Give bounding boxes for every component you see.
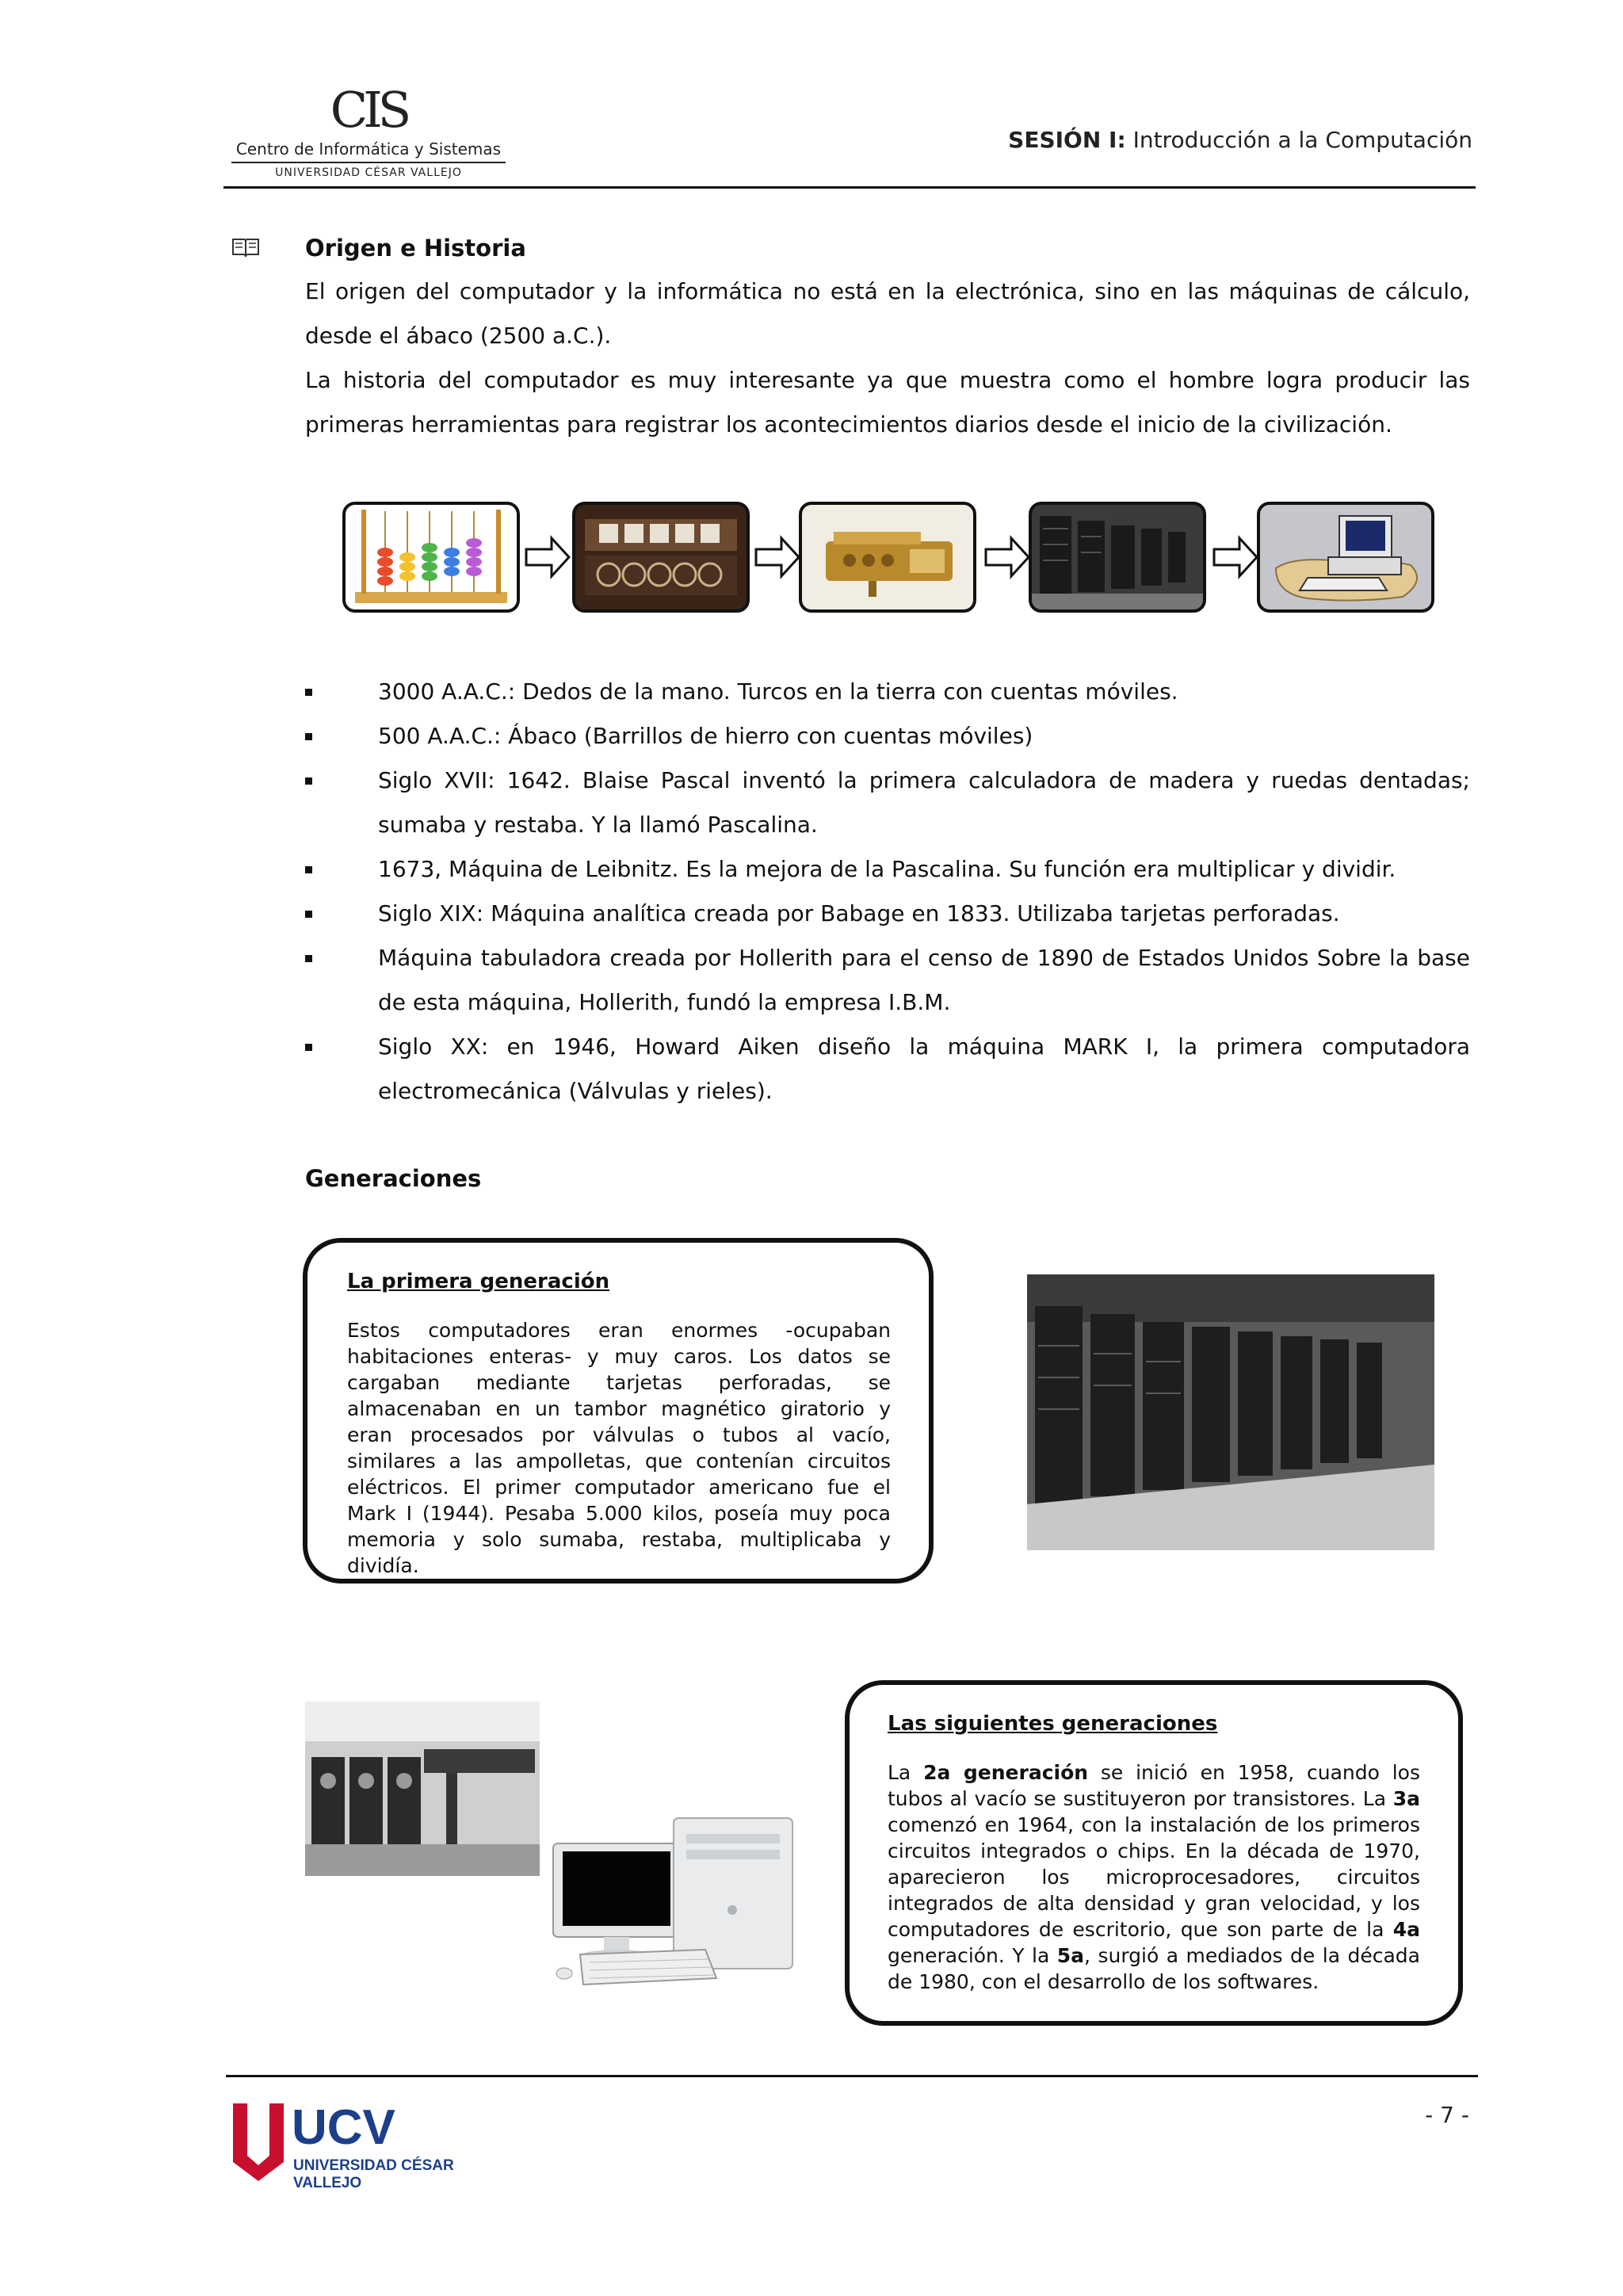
mainframe-image [1029, 502, 1206, 613]
cis-logo [231, 81, 506, 187]
section-title-origen: Origen e Historia [305, 235, 526, 262]
abacus-image [342, 502, 520, 613]
first-generation-box [303, 1238, 934, 1584]
list-item: Siglo XX: en 1946, Howard Aiken diseño la máquina MARK I, la primera computadora electromecánica (Válvulas y rieles). [305, 1025, 1470, 1114]
text-bold-segment: 4a [1392, 1918, 1420, 1941]
arrow-right-icon [525, 533, 571, 581]
ucv-logo-subtitle: UNIVERSIDAD CÉSAR VALLEJO [293, 2157, 454, 2191]
personal-computer-image [1257, 502, 1434, 613]
text-segment: se inició en 1958, cuando los tubos al vacío se sustituyeron por transistores. La [888, 1761, 1420, 1810]
list-item: Siglo XIX: Máquina analítica creada por Babage en 1833. Utilizaba tarjetas perforadas. [305, 892, 1470, 936]
list-item: Máquina tabuladora creada por Hollerith para el censo de 1890 de Estados Unidos Sobre la base de esta máquina, Hollerith, fundó la empresa I.B.M. [305, 936, 1470, 1025]
next-generations-text [888, 1759, 1420, 1995]
page-number: - 7 - [1425, 2102, 1469, 2128]
second-generation-photo [305, 1702, 540, 1876]
pascaline-image [572, 502, 750, 613]
paragraph-origin: El origen del computador y la informática no está en la electrónica, sino en las máquinas de cálculo, desde el ábaco (2500 a.C.). [305, 278, 1470, 349]
list-item: Siglo XVII: 1642. Blaise Pascal inventó la primera calculadora de madera y ruedas dentadas; sumaba y restaba. Y la llamó Pascalina. [305, 758, 1470, 847]
history-timeline-list [305, 670, 1470, 1114]
text-segment: La [888, 1761, 924, 1784]
first-generation-title: La primera generación [347, 1270, 610, 1293]
calculating-machine-image [799, 502, 976, 613]
session-header [1008, 127, 1472, 153]
ucv-shield-icon [230, 2100, 287, 2183]
desktop-computer-photo [547, 1815, 800, 1991]
header-divider [223, 186, 1476, 189]
text-bold-segment: 2a generación [923, 1761, 1089, 1784]
section-title-generaciones: Generaciones [305, 1165, 482, 1192]
next-generations-box [845, 1680, 1463, 2026]
text-segment: , surgió a mediados de la década de 1980, con el desarrollo de los softwares. [888, 1944, 1420, 1993]
ucv-logo-text: UCV [292, 2100, 395, 2155]
arrow-right-icon [984, 533, 1030, 581]
cis-logo-name: Centro de Informática y Sistemas [231, 139, 506, 163]
list-item: 1673, Máquina de Leibnitz. Es la mejora de la Pascalina. Su función era multiplicar y dividir. [305, 847, 1470, 892]
text-segment: comenzó en 1964, con la instalación de los primeros circuitos integrados o chips. En la década de 1970, aparecieron los microprocesadores, circuitos integrados de alta densidad y gran velocidad, y los computadores de escritorio, que son parte de la [888, 1813, 1420, 1941]
session-label: SESIÓN I: [1008, 127, 1126, 153]
footer-divider [226, 2075, 1478, 2077]
eniac-photo [1027, 1274, 1434, 1550]
arrow-right-icon [754, 533, 800, 581]
next-generations-title: Las siguientes generaciones [888, 1712, 1218, 1736]
text-segment: generación. Y la [888, 1944, 1057, 1967]
session-title: Introducción a la Computación [1132, 127, 1472, 153]
cis-logo-mark: CIS [330, 81, 407, 139]
ucv-logo [230, 2100, 483, 2191]
first-generation-text: Estos computadores eran enormes -ocupaban habitaciones enteras- y muy caros. Los datos se cargaban mediante tarjetas perforadas, se almacenaban en un tambor magnético giratorio y eran procesados por válvulas o tubos al vacío, similares a las ampolletas, que contenían circuitos eléctricos. El primer computador americano fue el Mark I (1944). Pesaba 5.000 kilos, poseía muy poca memoria y solo sumaba, restaba, multiplicaba y dividía. [347, 1319, 891, 1577]
text-bold-segment: 3a [1392, 1787, 1420, 1810]
text-bold-segment: 5a [1056, 1944, 1085, 1967]
list-item: 3000 A.A.C.: Dedos de la mano. Turcos en la tierra con cuentas móviles. [305, 670, 1470, 714]
evolution-strip [342, 502, 1436, 617]
arrow-right-icon [1212, 533, 1258, 581]
open-book-icon [231, 236, 260, 258]
list-item: 500 A.A.C.: Ábaco (Barrillos de hierro con cuentas móviles) [305, 714, 1470, 758]
paragraph-history: La historia del computador es muy interesante ya que muestra como el hombre logra producir las primeras herramientas para registrar los acontecimientos diarios desde el inicio de la civilización. [305, 367, 1470, 437]
cis-logo-university: UNIVERSIDAD CÉSAR VALLEJO [275, 166, 462, 179]
